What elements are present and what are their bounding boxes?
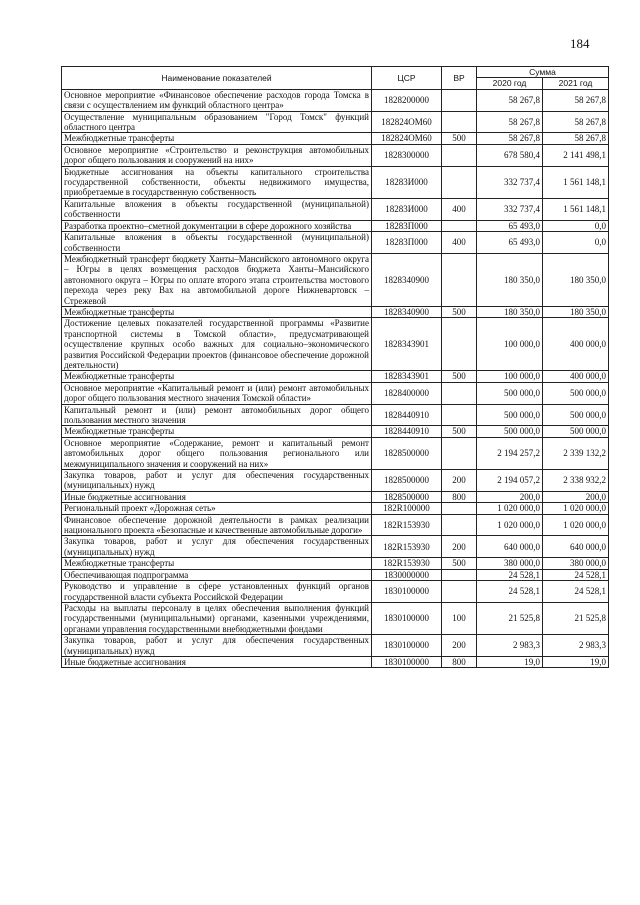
row-amount-2020: 640 000,0 <box>477 536 543 558</box>
row-amount-2020: 180 350,0 <box>477 253 543 306</box>
row-amount-2020: 58 267,8 <box>477 133 543 144</box>
row-csr: 1828500000 <box>372 491 442 502</box>
row-csr: 182824ОМ60 <box>372 133 442 144</box>
row-name: Бюджетные ассигнования на объекты капитального строительства государственной собственности, объекты недвижимого имущества, приобретаемые в государственную собственность <box>62 166 372 198</box>
row-name: Межбюджетные трансферты <box>62 558 372 569</box>
row-vr: 500 <box>442 306 477 317</box>
row-name: Финансовое обеспечение дорожной деятельности в рамках реализации национального проекта «Безопасные и качественные автомобильные дороги» <box>62 514 372 536</box>
row-name: Разработка проектно–сметной документации в сфере дорожного хозяйства <box>62 220 372 231</box>
row-amount-2020: 678 580,4 <box>477 144 543 166</box>
row-amount-2020: 100 000,0 <box>477 371 543 382</box>
row-amount-2021: 200,0 <box>543 491 609 502</box>
row-csr: 18283И000 <box>372 166 442 198</box>
row-amount-2020: 380 000,0 <box>477 558 543 569</box>
row-csr: 182R153930 <box>372 536 442 558</box>
row-name: Закупка товаров, работ и услуг для обеспечения государственных (муниципальных) нужд <box>62 635 372 657</box>
row-name: Межбюджетный трансферт бюджету Ханты–Мансийского автономного округа – Югры в целях возмещения расходов бюджета Ханты–Мансийского автономного округа – Югры по оплате второго этапа строительства мостового перехода через реку Вах на автомобильной дороге Нижневартовск – Стрежевой <box>62 253 372 306</box>
row-csr: 182824ОМ60 <box>372 111 442 133</box>
table-row <box>62 133 609 144</box>
row-vr <box>442 220 477 231</box>
row-amount-2021: 180 350,0 <box>543 253 609 306</box>
table-header-row <box>62 67 609 78</box>
table-row <box>62 318 609 371</box>
row-name: Основное мероприятие «Капитальный ремонт и (или) ремонт автомобильных дорог общего пользования местного значения Томской области» <box>62 382 372 404</box>
row-csr: 1828343901 <box>372 318 442 371</box>
table-row <box>62 491 609 502</box>
table-row <box>62 514 609 536</box>
row-csr: 18283П000 <box>372 232 442 254</box>
row-name: Основное мероприятие «Финансовое обеспечение расходов города Томска в связи с осуществлением им функций областного центра» <box>62 89 372 111</box>
table-row <box>62 602 609 634</box>
row-vr: 500 <box>442 133 477 144</box>
table-row <box>62 558 609 569</box>
row-vr <box>442 503 477 514</box>
row-vr <box>442 581 477 603</box>
row-name: Капитальные вложения в объекты государственной (муниципальной) собственности <box>62 198 372 220</box>
row-amount-2020: 24 528,1 <box>477 581 543 603</box>
row-csr: 1828400000 <box>372 382 442 404</box>
row-name: Иные бюджетные ассигнования <box>62 491 372 502</box>
row-name: Капитальный ремонт и (или) ремонт автомобильных дорог общего пользования местного значения <box>62 404 372 426</box>
row-amount-2021: 2 339 132,2 <box>543 437 609 469</box>
row-name: Обеспечивающая подпрограмма <box>62 569 372 580</box>
row-vr: 400 <box>442 198 477 220</box>
row-name: Закупка товаров, работ и услуг для обеспечения государственных (муниципальных) нужд <box>62 536 372 558</box>
row-amount-2020: 500 000,0 <box>477 404 543 426</box>
row-amount-2021: 1 561 148,1 <box>543 166 609 198</box>
row-amount-2021: 500 000,0 <box>543 426 609 437</box>
row-csr: 1828340900 <box>372 253 442 306</box>
row-vr <box>442 253 477 306</box>
row-name: Межбюджетные трансферты <box>62 426 372 437</box>
row-csr: 18283И000 <box>372 198 442 220</box>
row-amount-2020: 100 000,0 <box>477 318 543 371</box>
row-amount-2021: 400 000,0 <box>543 318 609 371</box>
row-amount-2020: 200,0 <box>477 491 543 502</box>
row-amount-2021: 2 141 498,1 <box>543 144 609 166</box>
row-amount-2021: 640 000,0 <box>543 536 609 558</box>
row-csr: 1830100000 <box>372 656 442 667</box>
table-row <box>62 382 609 404</box>
row-name: Руководство и управление в сфере установленных функций органов государственной власти субъекта Российской Федерации <box>62 581 372 603</box>
row-name: Достижение целевых показателей государственной программы «Развитие транспортной системы в Томской области», предусматривающей осуществление крупных особо важных для социально–экономического развития Российской Федерации проектов (финансовое обеспечение дорожной деятельности) <box>62 318 372 371</box>
row-amount-2020: 24 528,1 <box>477 569 543 580</box>
table-row <box>62 581 609 603</box>
row-vr: 200 <box>442 536 477 558</box>
row-amount-2021: 2 983,3 <box>543 635 609 657</box>
row-amount-2021: 380 000,0 <box>543 558 609 569</box>
table-row <box>62 437 609 469</box>
table-body <box>62 89 609 668</box>
row-vr: 200 <box>442 470 477 492</box>
row-vr: 500 <box>442 371 477 382</box>
row-amount-2021: 0,0 <box>543 232 609 254</box>
row-csr: 1830100000 <box>372 602 442 634</box>
table-row <box>62 111 609 133</box>
row-amount-2020: 332 737,4 <box>477 198 543 220</box>
table-row <box>62 232 609 254</box>
row-amount-2021: 400 000,0 <box>543 371 609 382</box>
row-csr: 182R153930 <box>372 514 442 536</box>
budget-table <box>61 66 609 668</box>
row-amount-2020: 2 194 257,2 <box>477 437 543 469</box>
row-csr: 1828440910 <box>372 426 442 437</box>
header-sum: Сумма <box>477 67 609 78</box>
header-name: Наименование показателей <box>62 67 372 90</box>
row-vr: 500 <box>442 558 477 569</box>
row-name: Региональный проект «Дорожная сеть» <box>62 503 372 514</box>
row-amount-2021: 24 528,1 <box>543 581 609 603</box>
row-amount-2021: 58 267,8 <box>543 133 609 144</box>
row-name: Основное мероприятие «Строительство и реконструкция автомобильных дорог общего пользования и сооружений на них» <box>62 144 372 166</box>
row-vr: 100 <box>442 602 477 634</box>
table-row <box>62 166 609 198</box>
row-amount-2021: 58 267,8 <box>543 111 609 133</box>
table-row <box>62 144 609 166</box>
row-vr <box>442 144 477 166</box>
row-vr <box>442 404 477 426</box>
row-vr: 500 <box>442 426 477 437</box>
row-csr: 1830100000 <box>372 581 442 603</box>
row-vr: 800 <box>442 491 477 502</box>
row-vr <box>442 569 477 580</box>
table-row <box>62 656 609 667</box>
table-row <box>62 89 609 111</box>
row-amount-2020: 2 983,3 <box>477 635 543 657</box>
row-name: Межбюджетные трансферты <box>62 133 372 144</box>
table-row <box>62 371 609 382</box>
row-csr: 1828500000 <box>372 470 442 492</box>
table-row <box>62 404 609 426</box>
row-vr <box>442 318 477 371</box>
row-vr <box>442 437 477 469</box>
table-row <box>62 470 609 492</box>
table-row <box>62 569 609 580</box>
row-amount-2020: 58 267,8 <box>477 89 543 111</box>
row-amount-2021: 180 350,0 <box>543 306 609 317</box>
page-number: 184 <box>570 36 590 51</box>
row-amount-2021: 0,0 <box>543 220 609 231</box>
row-amount-2020: 500 000,0 <box>477 382 543 404</box>
row-name: Закупка товаров, работ и услуг для обеспечения государственных (муниципальных) нужд <box>62 470 372 492</box>
row-amount-2021: 1 020 000,0 <box>543 514 609 536</box>
table-row <box>62 306 609 317</box>
header-year-2020: 2020 год <box>477 78 543 89</box>
row-amount-2020: 1 020 000,0 <box>477 503 543 514</box>
row-amount-2021: 24 528,1 <box>543 569 609 580</box>
row-csr: 1828340900 <box>372 306 442 317</box>
row-name: Иные бюджетные ассигнования <box>62 656 372 667</box>
row-vr: 400 <box>442 232 477 254</box>
row-amount-2021: 2 338 932,2 <box>543 470 609 492</box>
row-vr <box>442 514 477 536</box>
row-csr: 1830100000 <box>372 635 442 657</box>
row-amount-2020: 58 267,8 <box>477 111 543 133</box>
row-amount-2021: 500 000,0 <box>543 382 609 404</box>
table-row <box>62 253 609 306</box>
row-amount-2021: 19,0 <box>543 656 609 667</box>
row-amount-2020: 500 000,0 <box>477 426 543 437</box>
row-amount-2020: 1 020 000,0 <box>477 514 543 536</box>
row-amount-2021: 500 000,0 <box>543 404 609 426</box>
row-csr: 1828200000 <box>372 89 442 111</box>
table-row <box>62 503 609 514</box>
row-vr: 800 <box>442 656 477 667</box>
row-csr: 1828440910 <box>372 404 442 426</box>
table-row <box>62 198 609 220</box>
row-vr <box>442 382 477 404</box>
row-amount-2020: 21 525,8 <box>477 602 543 634</box>
table-row <box>62 220 609 231</box>
header-year-2021: 2021 год <box>543 78 609 89</box>
row-csr: 1828500000 <box>372 437 442 469</box>
header-csr: ЦСР <box>372 67 442 90</box>
row-name: Основное мероприятие «Содержание, ремонт и капитальный ремонт автомобильных дорог общего пользования регионального или межмуниципального значения и сооружений на них» <box>62 437 372 469</box>
row-vr <box>442 111 477 133</box>
row-vr: 200 <box>442 635 477 657</box>
row-amount-2020: 180 350,0 <box>477 306 543 317</box>
row-amount-2021: 21 525,8 <box>543 602 609 634</box>
row-csr: 1828343901 <box>372 371 442 382</box>
row-amount-2020: 2 194 057,2 <box>477 470 543 492</box>
row-csr: 182R100000 <box>372 503 442 514</box>
row-amount-2020: 332 737,4 <box>477 166 543 198</box>
row-name: Расходы на выплаты персоналу в целях обеспечения выполнения функций государственными (муниципальными) органами, казенными учреждениями, органами управления государственными внебюджетными фондами <box>62 602 372 634</box>
row-amount-2021: 1 561 148,1 <box>543 198 609 220</box>
row-name: Межбюджетные трансферты <box>62 371 372 382</box>
row-amount-2020: 65 493,0 <box>477 232 543 254</box>
row-amount-2020: 19,0 <box>477 656 543 667</box>
row-amount-2020: 65 493,0 <box>477 220 543 231</box>
row-name: Межбюджетные трансферты <box>62 306 372 317</box>
row-name: Капитальные вложения в объекты государственной (муниципальной) собственности <box>62 232 372 254</box>
row-vr <box>442 89 477 111</box>
table-row <box>62 536 609 558</box>
row-csr: 18283П000 <box>372 220 442 231</box>
table-row <box>62 426 609 437</box>
row-csr: 1828300000 <box>372 144 442 166</box>
row-vr <box>442 166 477 198</box>
row-name: Осуществление муниципальным образованием "Город Томск" функций областного центра <box>62 111 372 133</box>
header-vr: ВР <box>442 67 477 90</box>
row-amount-2021: 58 267,8 <box>543 89 609 111</box>
row-csr: 1830000000 <box>372 569 442 580</box>
table-row <box>62 635 609 657</box>
row-amount-2021: 1 020 000,0 <box>543 503 609 514</box>
row-csr: 182R153930 <box>372 558 442 569</box>
